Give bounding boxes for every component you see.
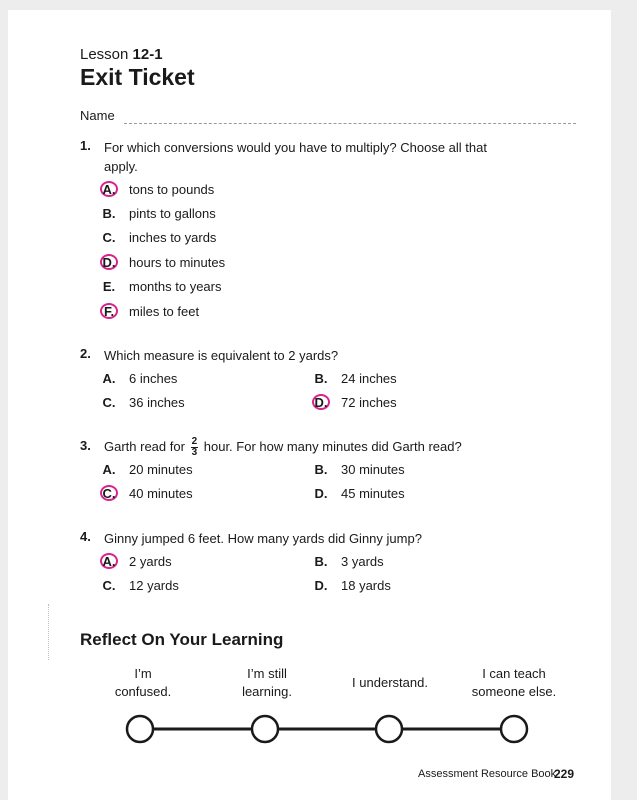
option-text[interactable]: 36 inches (129, 395, 185, 410)
scale-label-line: I can teach (482, 666, 546, 681)
option-letter[interactable]: D. (102, 255, 116, 270)
option-text[interactable]: 20 minutes (129, 462, 193, 477)
option-text[interactable]: 24 inches (341, 371, 397, 386)
option-text[interactable]: 18 yards (341, 578, 391, 593)
name-field[interactable] (124, 123, 576, 124)
scale-circle-learning[interactable] (252, 716, 278, 742)
footer-book-title: Assessment Resource Book (418, 768, 557, 780)
option-text[interactable]: 40 minutes (129, 486, 193, 501)
name-label: Name (80, 108, 115, 123)
option-text[interactable]: tons to pounds (129, 182, 215, 197)
option-letter[interactable]: C. (102, 395, 116, 410)
question-2-text: Which measure is equivalent to 2 yards? (104, 348, 339, 363)
fraction (191, 437, 199, 458)
option-letter[interactable]: E. (102, 279, 116, 294)
option-text[interactable]: pints to gallons (129, 206, 216, 221)
option-letter[interactable]: D. (314, 578, 328, 593)
margin-dots (48, 604, 51, 660)
question-4-text: Ginny jumped 6 feet. How many yards did Ginny jump? (104, 531, 422, 546)
scale-label-line: I understand. (352, 675, 428, 690)
scale-label-confused (100, 665, 186, 701)
option-text[interactable]: 12 yards (129, 578, 179, 593)
question-2-number: 2. (80, 346, 91, 361)
option-letter[interactable]: D. (314, 395, 328, 410)
fraction-denominator: 3 (191, 447, 198, 459)
lesson-word: Lesson (80, 46, 129, 63)
scale-label-line: I’m (134, 666, 152, 681)
option-text[interactable]: 3 yards (341, 554, 384, 569)
question-4-number: 4. (80, 529, 91, 544)
option-letter[interactable]: C. (102, 230, 116, 245)
option-letter[interactable]: C. (102, 578, 116, 593)
question-1-text: For which conversions would you have to multiply? Choose all that apply. (104, 140, 487, 174)
scale-label-understand (338, 674, 442, 692)
scale-circle-teach[interactable] (501, 716, 527, 742)
scale-label-line: I’m still (247, 666, 287, 681)
option-text[interactable]: 72 inches (341, 395, 397, 410)
reflect-heading: Reflect On Your Learning (80, 630, 284, 649)
question-3-text (104, 431, 524, 463)
option-text[interactable]: 30 minutes (341, 462, 405, 477)
scale-circle-confused[interactable] (127, 716, 153, 742)
option-text[interactable]: miles to feet (129, 304, 200, 319)
lesson-number: 12-1 (132, 46, 163, 63)
option-letter[interactable]: B. (314, 371, 328, 386)
option-letter[interactable]: A. (102, 182, 116, 197)
option-letter[interactable]: F. (103, 304, 115, 319)
option-letter[interactable]: B. (314, 462, 328, 477)
scale-circle-understand[interactable] (376, 716, 402, 742)
option-text[interactable]: inches to yards (129, 230, 217, 245)
scale-label-learning (222, 665, 312, 701)
option-letter[interactable]: C. (102, 486, 116, 501)
scale-label-line: confused. (114, 684, 172, 699)
scale-label-line: someone else. (471, 684, 557, 699)
option-text[interactable]: 45 minutes (341, 486, 405, 501)
option-text[interactable]: 6 inches (129, 371, 178, 386)
option-text[interactable]: hours to minutes (129, 255, 226, 270)
scale-label-teach (460, 665, 568, 701)
question-3-text-before: Garth read for (104, 439, 185, 454)
option-letter[interactable]: D. (314, 486, 328, 501)
scale-label-line: learning. (242, 684, 292, 699)
worksheet-page (8, 10, 611, 800)
option-text[interactable]: 2 yards (129, 554, 172, 569)
learning-scale (118, 712, 538, 746)
page-number: 229 (554, 767, 575, 781)
option-letter[interactable]: A. (102, 462, 116, 477)
option-letter[interactable]: B. (102, 206, 116, 221)
question-1-number: 1. (80, 138, 91, 153)
question-3-text-after: hour. For how many minutes did Garth read? (203, 439, 462, 454)
option-letter[interactable]: A. (102, 371, 116, 386)
option-letter[interactable]: A. (102, 554, 116, 569)
option-text[interactable]: months to years (129, 279, 222, 294)
fraction-numerator: 2 (191, 436, 198, 448)
option-letter[interactable]: B. (314, 554, 328, 569)
question-3-number: 3. (80, 438, 91, 453)
page-title: Exit Ticket (80, 64, 195, 90)
lesson-label (80, 46, 163, 63)
